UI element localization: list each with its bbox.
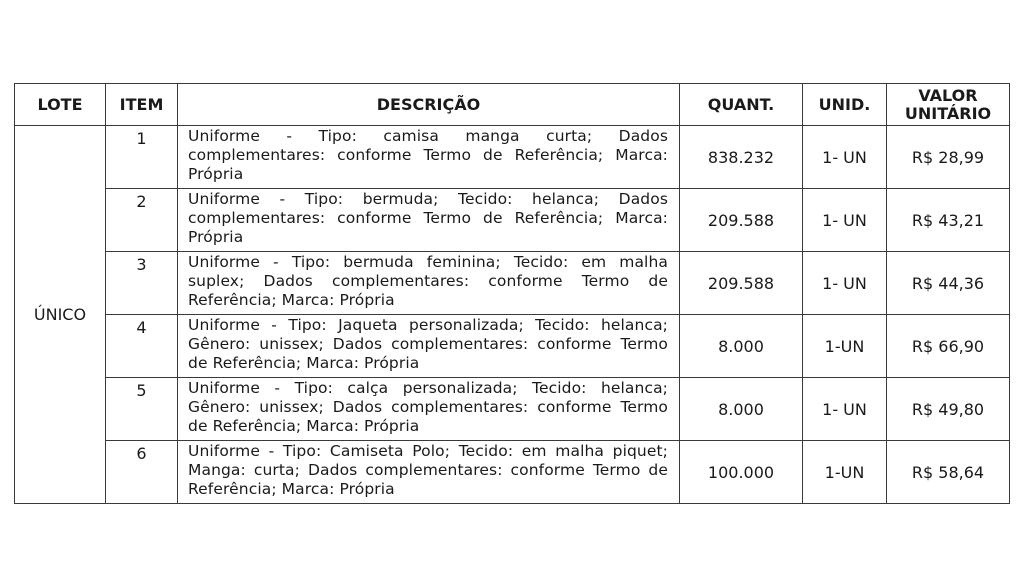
header-unid: UNID. xyxy=(803,84,887,126)
item-unit-price: R$ 28,99 xyxy=(887,126,1010,189)
table-row xyxy=(15,126,1010,189)
item-description: Uniforme - Tipo: Jaqueta personalizada; Tecido: helanca; Gênero: unissex; Dados complementares: conforme Termo de Referência; Marca: Própria xyxy=(178,315,680,378)
item-quantity: 8.000 xyxy=(680,378,803,441)
table-row xyxy=(15,441,1010,504)
item-quantity: 209.588 xyxy=(680,252,803,315)
lote-cell: ÚNICO xyxy=(15,126,106,504)
item-number: 6 xyxy=(106,441,178,504)
header-lote: LOTE xyxy=(15,84,106,126)
header-valor-unitario xyxy=(887,84,1010,126)
table-header-row xyxy=(15,84,1010,126)
header-item: ITEM xyxy=(106,84,178,126)
item-unit-price: R$ 49,80 xyxy=(887,378,1010,441)
item-unit-price: R$ 66,90 xyxy=(887,315,1010,378)
item-quantity: 209.588 xyxy=(680,189,803,252)
table-row xyxy=(15,252,1010,315)
item-unit: 1- UN xyxy=(803,252,887,315)
item-description: Uniforme - Tipo: calça personalizada; Tecido: helanca; Gênero: unissex; Dados complementares: conforme Termo de Referência; Marca: Própria xyxy=(178,378,680,441)
item-quantity: 100.000 xyxy=(680,441,803,504)
item-number: 3 xyxy=(106,252,178,315)
item-unit-price: R$ 44,36 xyxy=(887,252,1010,315)
item-description: Uniforme - Tipo: camisa manga curta; Dados complementares: conforme Termo de Referência; Marca: Própria xyxy=(178,126,680,189)
item-number: 1 xyxy=(106,126,178,189)
item-unit-price: R$ 43,21 xyxy=(887,189,1010,252)
item-unit: 1- UN xyxy=(803,126,887,189)
header-valor-line2: UNITÁRIO xyxy=(904,103,992,123)
table-row xyxy=(15,315,1010,378)
item-description: Uniforme - Tipo: bermuda feminina; Tecido: em malha suplex; Dados complementares: conforme Termo de Referência; Marca: Própria xyxy=(178,252,680,315)
item-unit-price: R$ 58,64 xyxy=(887,441,1010,504)
header-descricao: DESCRIÇÃO xyxy=(178,84,680,126)
item-number: 5 xyxy=(106,378,178,441)
items-table xyxy=(14,83,1010,504)
item-number: 4 xyxy=(106,315,178,378)
item-number: 2 xyxy=(106,189,178,252)
header-valor-line1: VALOR xyxy=(918,85,978,105)
item-unit: 1-UN xyxy=(803,315,887,378)
item-quantity: 8.000 xyxy=(680,315,803,378)
item-unit: 1- UN xyxy=(803,189,887,252)
table-row xyxy=(15,189,1010,252)
header-quant: QUANT. xyxy=(680,84,803,126)
item-description: Uniforme - Tipo: bermuda; Tecido: helanca; Dados complementares: conforme Termo de Referência; Marca: Própria xyxy=(178,189,680,252)
item-unit: 1- UN xyxy=(803,378,887,441)
table-row xyxy=(15,378,1010,441)
item-unit: 1-UN xyxy=(803,441,887,504)
item-description: Uniforme - Tipo: Camiseta Polo; Tecido: em malha piquet; Manga: curta; Dados complementares: conforme Termo de Referência; Marca: Própria xyxy=(178,441,680,504)
item-quantity: 838.232 xyxy=(680,126,803,189)
